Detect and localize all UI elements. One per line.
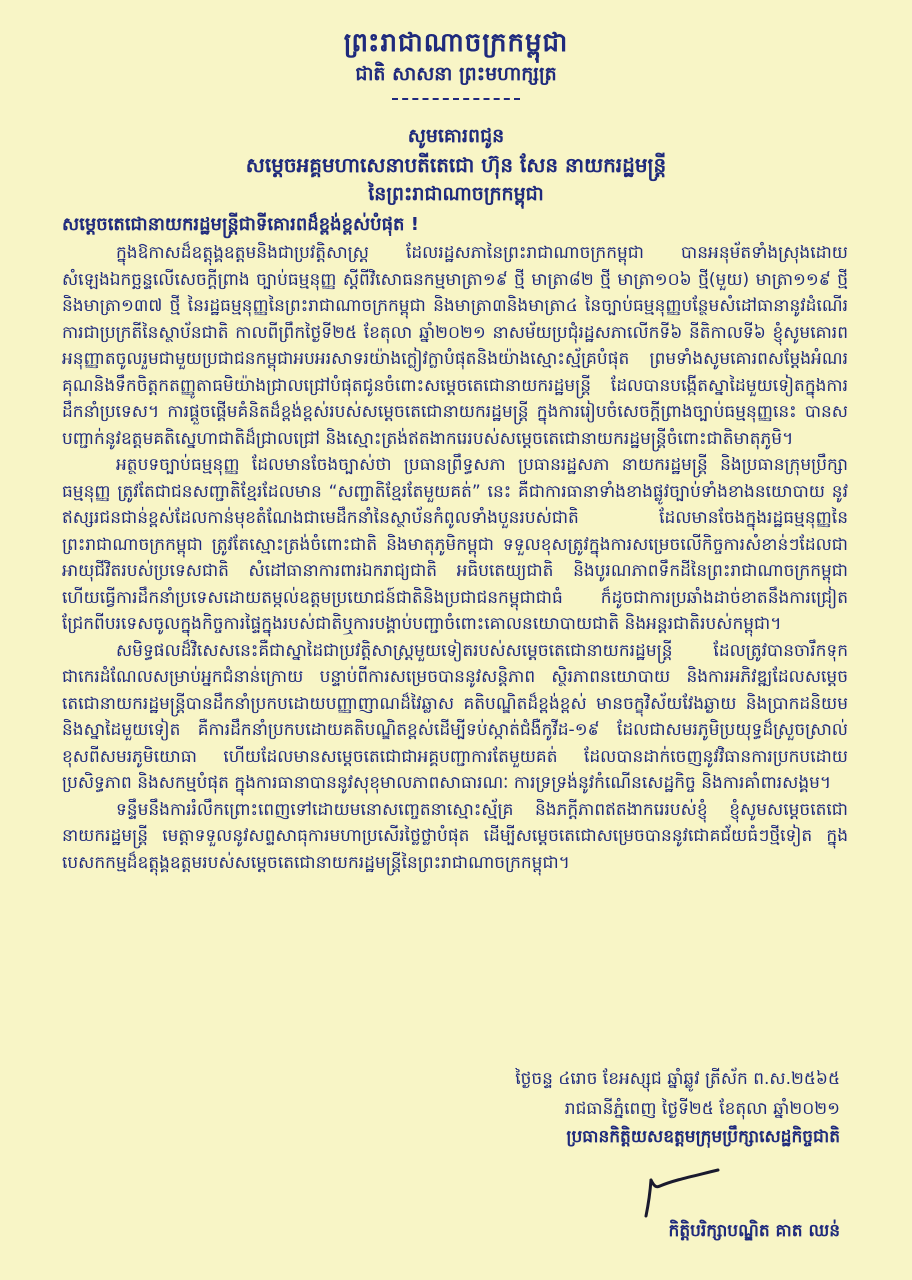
body-paragraph: សមិទ្ធផលដ៏វិសេសនេះគឺជាស្នាដៃជាប្រវត្តិសាស្ត្រមួយទៀតរបស់សម្តេចតេជោនាយករដ្ឋមន្ត្រី ដែលត្រូវបានចារឹកទុកជាកេរដំណែលសម្រាប់អ្នកជំនាន់ក្រោយ បន្ទាប់ពីការសម្រេចបាននូវសន្តិភាព ស្ថិរភាពនយោបាយ និងការអភិវឌ្ឍដែលសម្តេចតេជោនាយករដ្ឋមន្ត្រីបានដឹកនាំប្រកបដោយបញ្ញាញាណដ៏វៃឆ្លាស គតិបណ្ឌិតដ៏ខ្ពង់ខ្ពស់ មានចក្ខុវិស័យវែងឆ្ងាយ និងប្រាកដនិយម និងស្នាដៃមួយទៀត គឺការដឹកនាំប្រកបដោយគតិបណ្ឌិតខ្ពស់ដើម្បីទប់ស្កាត់ជំងឺកូវីដ-១៩ ដែលជាសមរភូមិប្រយុទ្ធដ៏ស្រួចស្រាល់ខុសពីសមរភូមិយោធា ហើយដែលមានសម្តេចតេជោជាអគ្គបញ្ជាការតែមួយគត់ ដែលបានដាក់ចេញនូវវិធានការប្រកបដោយប្រសិទ្ធភាព និងសកម្មបំផុត ក្នុងការធានាបាននូវសុខុមាលភាពសាធារណៈ ការទ្រទ្រង់នូវកំណើនសេដ្ឋកិច្ច និងការគាំពារសង្គម។ (62, 640, 848, 793)
letter-body (62, 240, 848, 876)
body-paragraph: ទន្ទឹមនឹងការរំលឹកព្រោះពេញទៅដោយមនោសញ្ចេតនាស្មោះស្ម័គ្រ និងភក្តីភាពឥតងាករេរបស់ខ្ញុំ ខ្ញុំសូមសម្តេចតេជោនាយករដ្ឋមន្ត្រី មេត្តាទទួលនូវសព្ទសាធុការមហាប្រសើរថ្លៃថ្លាបំផុត ដើម្បីសម្តេចតេជោសម្រេចបាននូវជោគជ័យធំៗថ្មីទៀត ក្នុងបេសកកម្មដ៏ឧត្តុង្គឧត្តមរបស់សម្តេចតេជោនាយករដ្ឋមន្ត្រីនៃព្រះរាជាណាចក្រកម្ពុជា។ (62, 799, 848, 873)
header-divider (392, 98, 520, 100)
body-paragraph: អត្ថបទច្បាប់ធម្មនុញ្ញ ដែលមានចែងច្បាស់ថា ប្រធានព្រឹទ្ធសភា ប្រធានរដ្ឋសភា នាយករដ្ឋមន្ត្រី និងប្រធានក្រុមប្រឹក្សាធម្មនុញ្ញ ត្រូវតែជាជនសញ្ជាតិខ្មែរដែលមាន “សញ្ជាតិខ្មែរតែមួយគត់” នេះ គឺជាការធានាទាំងខាងផ្លូវច្បាប់ទាំងខាងនយោបាយ នូវឥស្សរជនជាន់ខ្ពស់ដែលកាន់មុខតំណែងជាមេដឹកនាំនៃស្ថាប័នកំពូលទាំងបួនរបស់ជាតិ ដែលមានចែងក្នុងរដ្ឋធម្មនុញ្ញនៃព្រះរាជាណាចក្រកម្ពុជា ត្រូវតែស្មោះត្រង់ចំពោះជាតិ និងមាតុភូមិកម្ពុជា ទទួលខុសត្រូវក្នុងការសម្រេចលើកិច្ចការសំខាន់ៗដែលជាអាយុជីវិតរបស់ប្រទេសជាតិ សំដៅធានាការពារឯករាជ្យជាតិ អធិបតេយ្យជាតិ និងបូរណភាពទឹកដីនៃព្រះរាជាណាចក្រកម្ពុជា ហើយធ្វើការដឹកនាំប្រទេសដោយតម្កល់ឧត្តមប្រយោជន៍ជាតិនិងប្រជាជនកម្ពុជាជាធំ ក៏ដូចជាការប្រឆាំងដាច់ខាតនឹងការជ្រៀតជ្រែកពីបរទេសចូលក្នុងកិច្ចការផ្ទៃក្នុងរបស់ជាតិឬការបង្គាប់បញ្ជាចំពោះគោលនយោបាយជាតិ និងអន្តរជាតិរបស់កម្ពុជា។ (62, 455, 848, 634)
place-date: រាជធានីភ្នំពេញ ថ្ងៃទី២៥ ខែតុលា ឆ្នាំ២០២១ (564, 1099, 840, 1119)
national-motto: ជាតិ សាសនា ព្រះមហាក្សត្រ (355, 63, 557, 85)
salutation: សម្ដេចតេជោនាយករដ្ឋមន្ត្រីជាទីគោរពដ៏ខ្ពង់ខ្ពស់បំផុត ! (62, 214, 419, 235)
signer-title: ប្រធានកិត្តិយសឧត្តមក្រុមប្រឹក្សាសេដ្ឋកិច្ចជាតិ (566, 1127, 840, 1147)
handwritten-signature (624, 1166, 724, 1222)
recipient-greeting: សូមគោរពជូន (407, 125, 505, 147)
recipient-country: នៃព្រះរាជាណាចក្រកម្ពុជា (368, 183, 544, 205)
kingdom-title: ព្រះរាជាណាចក្រកម្ពុជា (343, 28, 569, 58)
recipient-name: សម្ដេចអគ្គមហាសេនាបតីតេជោ ហ៊ុន សែន នាយករដ្ឋមន្ត្រី (245, 153, 667, 177)
lunar-date: ថ្ងៃចន្ទ ៤រោច ខែអស្សុជ ឆ្នាំឆ្លូវ ត្រីស័ក ព.ស.២៥៦៥ (515, 1069, 840, 1089)
body-paragraph: ក្នុងឱកាសដ៏ឧត្តុង្គឧត្តមនិងជាប្រវត្តិសាស្ត្រ ដែលរដ្ឋសភានៃព្រះរាជាណាចក្រកម្ពុជា បានអនុម័តទាំងស្រុងដោយសំឡេងឯកច្ឆន្ទលើសេចក្តីព្រាង ច្បាប់ធម្មនុញ្ញ ស្តីពីវិសោធនកម្មមាត្រា១៩ ថ្មី មាត្រា៨២ ថ្មី មាត្រា១០៦ ថ្មី(មួយ) មាត្រា១១៩ ថ្មី និងមាត្រា១៣៧ ថ្មី នៃរដ្ឋធម្មនុញ្ញនៃព្រះរាជាណាចក្រកម្ពុជា និងមាត្រា៣និងមាត្រា៤ នៃច្បាប់ធម្មនុញ្ញបន្ថែមសំដៅធានានូវដំណើរការជាប្រក្រតីនៃស្ថាប័នជាតិ កាលពីព្រឹកថ្ងៃទី២៥ ខែតុលា ឆ្នាំ២០២១ នាសម័យប្រជុំរដ្ឋសភាលើកទី៦ នីតិកាលទី៦ ខ្ញុំសូមគោរពអនុញ្ញាតចូលរួមជាមួយប្រជាជនកម្ពុជាអបអរសាទរយ៉ាងក្លៀវក្លាបំផុតនិងយ៉ាងស្មោះស្ម័គ្របំផុត ព្រមទាំងសូមគោរពសម្តែងអំណរគុណនិងទឹកចិត្តកតញ្ញូតាធមិយ៉ាងជ្រាលជ្រៅបំផុតជូនចំពោះសម្តេចតេជោនាយករដ្ឋមន្ត្រី ដែលបានបង្កើតស្នាដៃមួយទៀតក្នុងការដឹកនាំប្រទេស។ ការផ្តួចផ្តើមគំនិតដ៏ខ្ពង់ខ្ពស់របស់សម្តេចតេជោនាយករដ្ឋមន្ត្រី ក្នុងការរៀបចំសេចក្តីព្រាងច្បាប់ធម្មនុញ្ញនេះ បានសបញ្ជាក់នូវឧត្តមគតិស្នេហាជាតិដ៏ជ្រាលជ្រៅ និងស្មោះត្រង់ឥតងាករេរបស់សម្តេចតេជោនាយករដ្ឋមន្ត្រីចំពោះជាតិមាតុភូមិ។ (62, 243, 848, 449)
signer-name: កិត្តិបរិក្សាបណ្ឌិត គាត ឈន់ (668, 1221, 840, 1241)
